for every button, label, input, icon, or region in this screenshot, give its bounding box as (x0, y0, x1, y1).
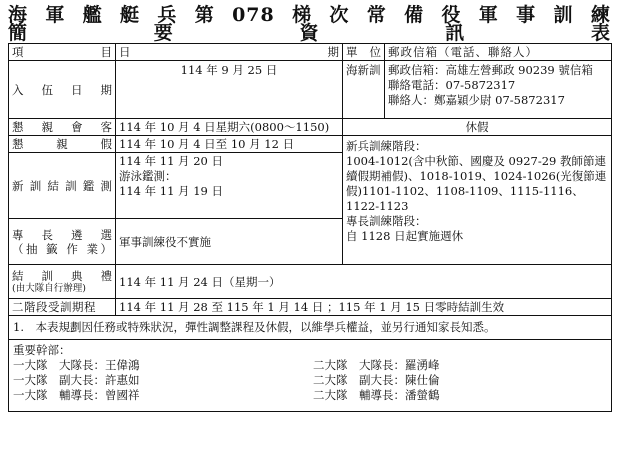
leave-label (9, 136, 116, 153)
header-contact: 郵政信箱（電話、聯絡人） (385, 44, 612, 61)
title-char: 練 (590, 4, 611, 26)
title-char: 常 (366, 4, 387, 26)
enlist-unit: 海新訓 (343, 61, 385, 119)
graduation-test-date (116, 153, 343, 219)
key-staff (9, 340, 612, 412)
mailbox-line: 郵政信箱：高雄左營郵政 90239 號信箱 (388, 63, 593, 77)
header-date (116, 44, 343, 61)
title-char: 訊 (445, 22, 466, 44)
title-char: 軍 (45, 4, 66, 26)
phase2-date: 114 年 11 月 28 至 115 年 1 月 14 日 ；115 年 1 月 15 日零時結訓生效 (116, 299, 612, 316)
label-text: （抽 籤 作 業） (12, 241, 112, 256)
staff-item: 一大隊 大隊長：王偉鴻 (13, 358, 140, 372)
title-char: 078 (232, 4, 275, 26)
enlist-contact (385, 61, 612, 119)
phase2-label: 二階段受訓期程 (9, 299, 116, 316)
remark-note: 1. 本表規劃因任務或特殊狀況，彈性調整課程及休假，以維學兵權益，並另行通知家長知悉。 (9, 316, 612, 340)
title-char: 表 (590, 22, 611, 44)
header-unit (343, 44, 385, 61)
label-text: 懇 親 會 客 (12, 120, 112, 134)
label-text: 專 長 遴 選 (12, 227, 112, 242)
title-char: 訓 (553, 4, 574, 26)
phone-line: 聯絡電話：07-5872317 (388, 78, 516, 92)
label-text: 懇 親 假 (12, 137, 112, 151)
swim-test-label: 游泳鑑測： (119, 169, 177, 183)
visit-note: 休假 (343, 119, 612, 136)
specialty-note: 軍事訓練役不實施 (116, 219, 343, 265)
label-text: 項 目 (12, 45, 112, 59)
title-char: 軍 (478, 4, 499, 26)
staff-heading: 重要幹部： (13, 343, 71, 357)
battalion-2-staff (313, 358, 612, 403)
contact-person-line: 聯絡人：鄭嘉穎少尉 07-5872317 (388, 93, 565, 107)
title-char: 艦 (82, 4, 103, 26)
label-text: 入 伍 日 期 (12, 82, 112, 97)
staff-item: 二大隊 大隊長：羅湧峰 (313, 358, 440, 372)
ceremony-label (9, 265, 116, 299)
info-table (8, 43, 612, 412)
label-text: 新訓結訓鑑測 (12, 178, 112, 193)
enlist-date: 114 年 9 月 25 日 (116, 61, 343, 119)
title-line-2 (8, 24, 611, 43)
staff-item: 二大隊 副大長：陳仕倫 (313, 373, 440, 387)
enlist-label (9, 61, 116, 119)
title-char: 簡 (8, 22, 29, 44)
title-char: 第 (194, 4, 215, 26)
staff-item: 二大隊 輔導長：潘螢鶴 (313, 388, 440, 402)
staff-item: 一大隊 副大長：許惠如 (13, 373, 140, 387)
title-char: 資 (299, 22, 320, 44)
header-item (9, 44, 116, 61)
visit-label (9, 119, 116, 136)
label-text: 單 位 (346, 45, 381, 59)
title-char: 次 (329, 4, 350, 26)
title-char: 事 (516, 4, 537, 26)
title-char: 艇 (120, 4, 141, 26)
label-text: 結 訓 典 禮 (12, 269, 112, 283)
specialty-label (9, 219, 116, 265)
graduation-test-label (9, 153, 116, 219)
title-char: 要 (153, 22, 174, 44)
ceremony-sublabel: (由大隊自行辦理) (12, 283, 86, 294)
title-char: 兵 (157, 4, 178, 26)
title-char: 役 (441, 4, 462, 26)
leave-date: 114 年 10 月 4 日至 10 月 12 日 (116, 136, 343, 153)
training-info-sheet (8, 6, 611, 412)
title-char: 梯 (292, 4, 313, 26)
battalion-1-staff (13, 358, 313, 403)
swim-test-date: 114 年 11 月 19 日 (119, 184, 223, 198)
title-char: 海 (8, 4, 29, 26)
label-text: 日 期 (119, 45, 339, 59)
title-char: 備 (404, 4, 425, 26)
staff-item: 一大隊 輔導長：曾國祥 (13, 388, 140, 402)
training-stage: 新兵訓練階段： 1004-1012(含中秋節、國慶及 0927-29 教師節連續假期補假)、1018-1019、1024-1026(光復節連假)1101-1102、1108-1109、1115-1116、1122-1123 專長訓練階段： 自 1128 日起實施週休 (343, 136, 612, 265)
graduation-test-line: 114 年 11 月 20 日 (119, 154, 223, 168)
ceremony-date: 114 年 11 月 24 日（星期一） (116, 265, 612, 299)
visit-date: 114 年 10 月 4 日星期六(0800～1150) (116, 119, 343, 136)
